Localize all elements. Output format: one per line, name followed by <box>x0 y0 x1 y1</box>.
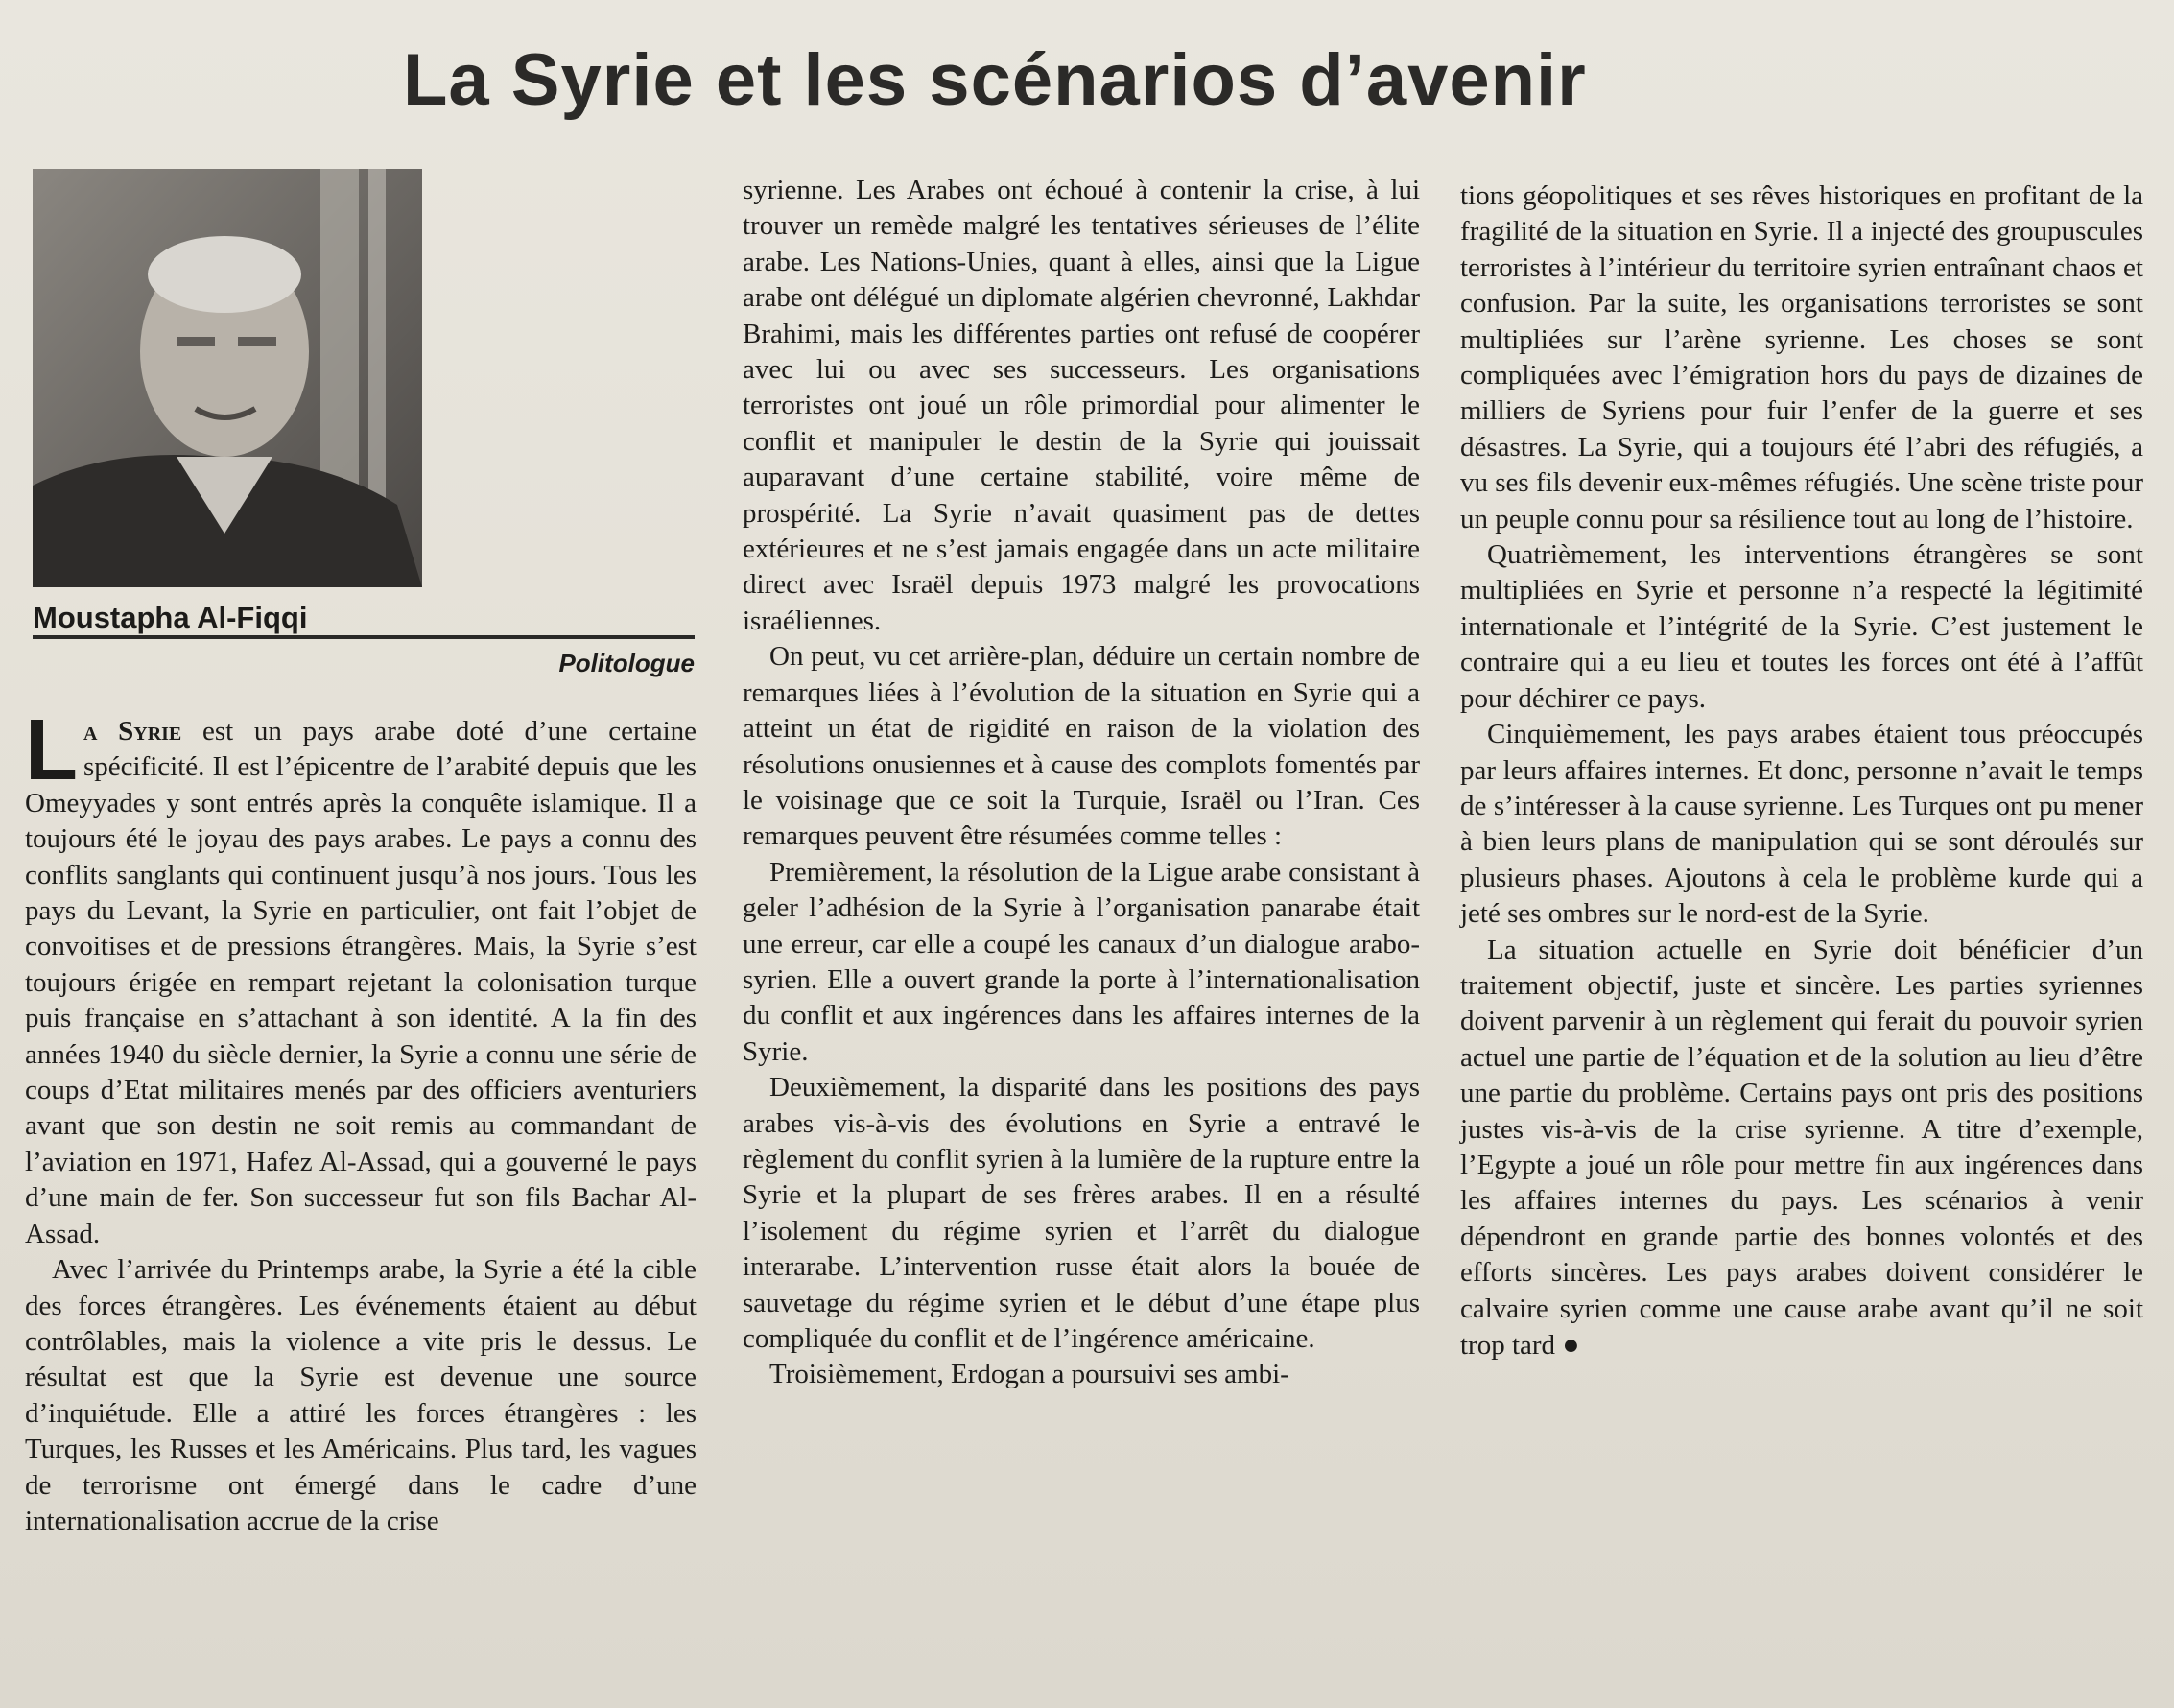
end-mark-icon: ● <box>1562 1329 1580 1361</box>
column-1 <box>25 702 697 1539</box>
paragraph-text: est un pays arabe doté d’une certaine spécificité. Il est l’épicentre de l’arabité depuis que les Omeyyades y sont entrés après la conquête islamique. Il a toujours été le joyau des pays arabes. Le pays a connu des conflits sanglants qui continuent jusqu’à nos jours. Tous les pays du Levant, la Syrie en particulier, ont fait l’objet de convoitises et de pressions étrangères. Mais, la Syrie s’est toujours érigée en rempart rejetant la colonisation turque puis française en s’attachant à son identité. A la fin des années 1940 du siècle dernier, la Syrie a connu une série de coups d’Etat militaires menés par des officiers aventuriers avant que son destin ne soit remis au commandant de l’aviation en 1971, Hafez Al-Assad, qui a gouverné le pays d’une main de fer. Son successeur fut son fils Bachar Al-Assad. <box>25 716 697 1249</box>
article-title: La Syrie et les scénarios d’avenir <box>403 39 1587 121</box>
paragraph: Premièrement, la résolution de la Ligue arabe consistant à geler l’adhésion de la Syrie à l’organisation panarabe était une erreur, car elle a coupé les canaux d’un dialogue arabo-syrien. Elle a ouvert grande la porte à l’internationalisation du conflit et aux ingérences dans les affaires internes de la Syrie. <box>743 856 1420 1067</box>
paragraph <box>25 702 697 1252</box>
paragraph <box>1460 933 2143 1364</box>
author-role: Politologue <box>558 649 695 677</box>
paragraph-text: La situation actuelle en Syrie doit bénéficier d’un traitement objectif, juste et sincère. Les parties syriennes doivent parvenir à un règlement qui ferait du pouvoir syrien actuel une partie de l’équation et de la solution au lieu d’être une partie du problème. Certains pays ont pris des positions justes vis-à-vis de la crise syrienne. A titre d’exemple, l’Egypte a joué un rôle pour mettre fin aux ingérences dans les affaires internes du pays. Les scénarios à venir dépendront en grande partie des bonnes volontés et des efforts sincères. Les pays arabes doivent considérer le calvaire syrien comme une cause arabe avant qu’il ne soit trop tard <box>1460 934 2143 1361</box>
paragraph: On peut, vu cet arrière-plan, déduire un certain nombre de remarques liées à l’évolution de la situation en Syrie qui a atteint un état de rigidité en raison de la violation des résolutions onusiennes et à cause des complots fomentés par le voisinage que ce soit la Turquie, Israël ou l’Iran. Ces remarques peuvent être résumées comme telles : <box>743 641 1420 852</box>
paragraph: Deuxièmement, la disparité dans les positions des pays arabes vis-à-vis des évolutions en Syrie a entravé le règlement du conflit syrien à la lumière de la rupture entre la Syrie et la plupart de ses frères arabes. Il en a résulté l’isolement du régime syrien et l’arrêt du dialogue interarabe. L’intervention russe était alors la bouée de sauvetage du régime syrien et le début d’une étape plus compliquée du conflit et de l’ingérence américaine. <box>743 1072 1420 1354</box>
author-portrait-icon <box>33 169 422 587</box>
paragraph: tions géopolitiques et ses rêves historiques en profitant de la fragilité de la situation en Syrie. Il a injecté des groupuscules terroristes à l’intérieur du territoire syrien entraînant chaos et confusion. Par la suite, les organisations terroristes se sont multipliées sur l’arène syrienne. Les choses se sont compliquées avec l’émigration hors du pays de dizaines de milliers de Syriens pour fuir l’enfer de la guerre et ses désastres. La Syrie, qui a toujours été l’abri des réfugiés, a vu ses fils devenir eux-mêmes réfugiés. Une scène triste pour un peuple connu pour sa résilience tout au long de l’histoire. <box>1460 180 2143 534</box>
drop-cap: L <box>25 702 78 798</box>
lead-words: a Syrie <box>83 716 182 747</box>
paragraph: Troisièmement, Erdogan a poursuivi ses ambi- <box>769 1359 1289 1390</box>
column-2 <box>743 173 1420 1393</box>
paragraph: syrienne. Les Arabes ont échoué à contenir la crise, à lui trouver un remède malgré les tentatives sérieuses de l’élite arabe. Les Nations-Unies, quant à elles, ainsi que la Ligue arabe ont délégué un diplomate algérien chevronné, Lakhdar Brahimi, mais les différentes parties ont refusé de coopérer avec lui ou avec ses successeurs. Les organisations terroristes ont joué un rôle primordial pour alimenter le conflit et manipuler le destin de la Syrie qui jouissait auparavant d’une certaine stabilité, voire même de prospérité. La Syrie n’avait quasiment pas de dettes extérieures et ne s’est jamais engagée dans un acte militaire direct avec Israël depuis 1973 malgré les provocations israéliennes. <box>743 175 1420 636</box>
author-name: Moustapha Al-Fiqqi <box>33 601 308 634</box>
author-photo <box>33 169 422 587</box>
paragraph: Cinquièmement, les pays arabes étaient tous préoccupés par leurs affaires internes. Et donc, personne n’avait le temps de s’intéresser à la cause syrienne. Les Turques ont pu mener à bien leurs plans de manipulation qui se sont déroulés sur plusieurs phases. Ajoutons à cela le problème kurde qui a jeté ses ombres sur le nord-est de la Syrie. <box>1460 719 2143 930</box>
column-3 <box>1460 178 2143 1364</box>
byline-rule <box>33 635 695 639</box>
paragraph: Quatrièmement, les interventions étrangères se sont multipliées en Syrie et personne n’a respecté la légitimité internationale et l’intégrité de la Syrie. C’est justement le contraire qui a eu lieu et toutes les forces ont été à l’affût pour déchirer ce pays. <box>1460 539 2143 714</box>
paragraph: Avec l’arrivée du Printemps arabe, la Syrie a été la cible des forces étrangères. Les événements étaient au début contrôlables, mais la violence a vite pris le dessus. Le résultat est que la Syrie est devenue une source d’inquiétude. Elle a attiré les forces étrangères : les Turques, les Russes et les Américains. Plus tard, les vagues de terrorisme ont émergé dans le cadre d’une internationalisation accrue de la crise <box>25 1254 697 1536</box>
